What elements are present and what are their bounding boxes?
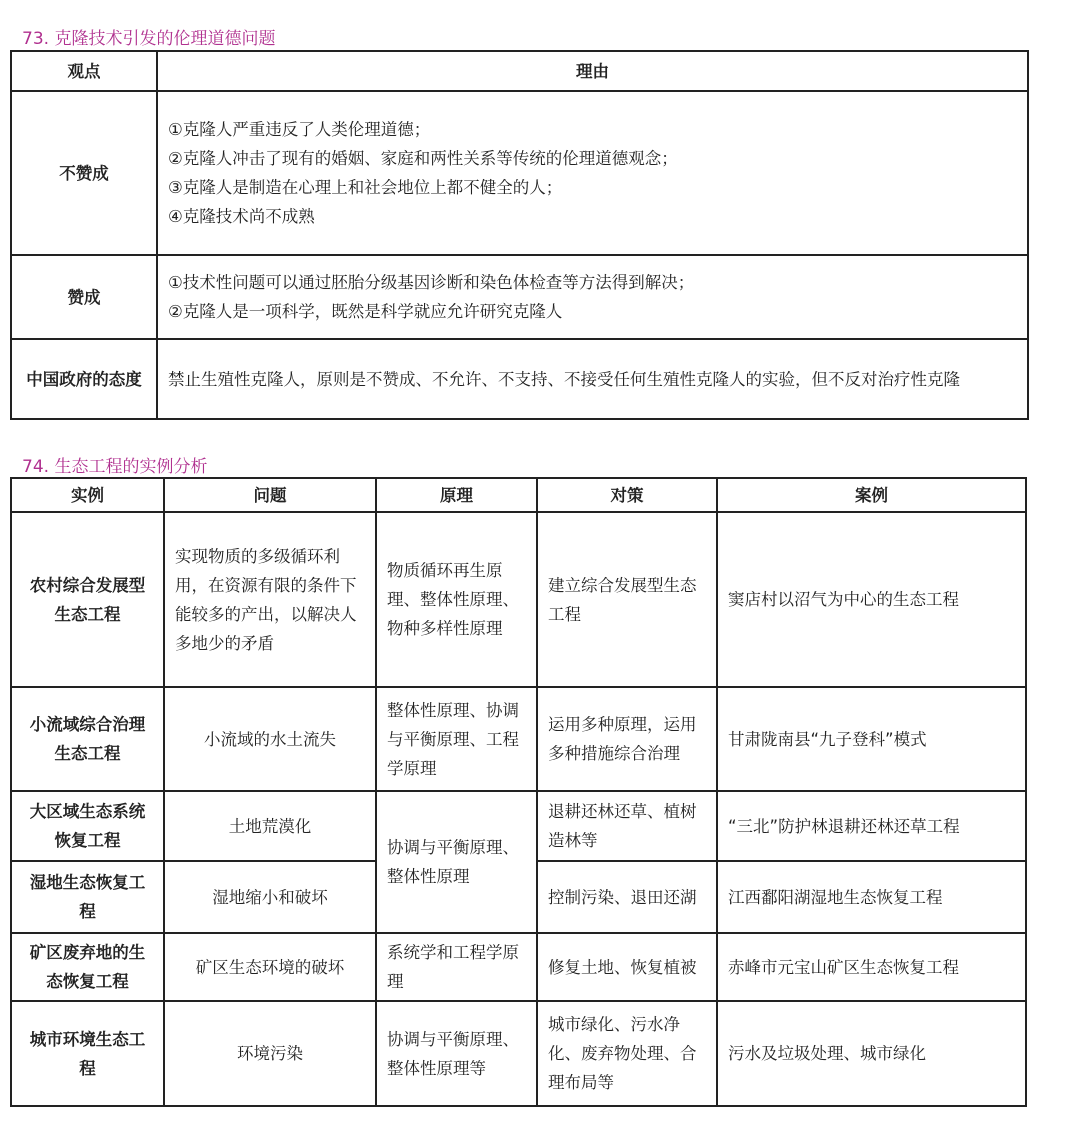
reason-cell <box>157 255 1028 339</box>
view-cell: 赞成 <box>11 255 157 339</box>
measure-cell: 运用多种原理，运用多种措施综合治理 <box>537 687 717 791</box>
case-cell: 窦店村以沼气为中心的生态工程 <box>717 512 1026 687</box>
reason-line: ②克隆人冲击了现有的婚姻、家庭和两性关系等传统的伦理道德观念； <box>168 149 678 168</box>
problem-cell: 土地荒漠化 <box>164 791 376 861</box>
table-row <box>11 339 1028 419</box>
header-measure: 对策 <box>537 478 717 512</box>
header-reason: 理由 <box>157 51 1028 91</box>
measure-cell: 退耕还林还草、植树造林等 <box>537 791 717 861</box>
table-row <box>11 255 1028 339</box>
problem-cell: 实现物质的多级循环利用，在资源有限的条件下能较多的产出，以解决人多地少的矛盾 <box>164 512 376 687</box>
measure-cell: 控制污染、退田还湖 <box>537 861 717 933</box>
reason-line: ④克隆技术尚不成熟 <box>168 207 315 226</box>
case-cell: 污水及垃圾处理、城市绿化 <box>717 1001 1026 1106</box>
case-cell: 赤峰市元宝山矿区生态恢复工程 <box>717 933 1026 1001</box>
reason-cell <box>157 91 1028 255</box>
view-cell: 不赞成 <box>11 91 157 255</box>
problem-cell: 环境污染 <box>164 1001 376 1106</box>
ecological-engineering-table <box>10 477 1027 1107</box>
table-row <box>11 91 1028 255</box>
example-cell: 大区域生态系统恢复工程 <box>11 791 164 861</box>
problem-cell: 小流域的水土流失 <box>164 687 376 791</box>
reason-line: ①克隆人严重违反了人类伦理道德； <box>168 120 431 139</box>
table-row <box>11 687 1026 791</box>
header-problem: 问题 <box>164 478 376 512</box>
principle-cell: 协调与平衡原理、整体性原理 <box>376 791 537 933</box>
principle-cell: 物质循环再生原理、整体性原理、物种多样性原理 <box>376 512 537 687</box>
table-row <box>11 791 1026 861</box>
cloning-ethics-table <box>10 50 1029 420</box>
reason-line: ③克隆人是制造在心理上和社会地位上都不健全的人； <box>168 178 563 197</box>
case-cell: “三北”防护林退耕还林还草工程 <box>717 791 1026 861</box>
view-cell: 中国政府的态度 <box>11 339 157 419</box>
principle-cell: 协调与平衡原理、整体性原理等 <box>376 1001 537 1106</box>
principle-cell: 整体性原理、协调与平衡原理、工程学原理 <box>376 687 537 791</box>
case-cell: 甘肃陇南县“九子登科”模式 <box>717 687 1026 791</box>
section-73-title: 73. 克隆技术引发的伦理道德问题 <box>22 29 276 49</box>
reason-line: ②克隆人是一项科学，既然是科学就应允许研究克隆人 <box>168 302 563 321</box>
table-row <box>11 1001 1026 1106</box>
header-principle: 原理 <box>376 478 537 512</box>
reason-line: ①技术性问题可以通过胚胎分级基因诊断和染色体检查等方法得到解决； <box>168 273 695 292</box>
principle-cell: 系统学和工程学原理 <box>376 933 537 1001</box>
reason-cell: 禁止生殖性克隆人，原则是不赞成、不允许、不支持、不接受任何生殖性克隆人的实验，但不反对治疗性克隆 <box>157 339 1028 419</box>
header-example: 实例 <box>11 478 164 512</box>
example-cell: 农村综合发展型生态工程 <box>11 512 164 687</box>
problem-cell: 矿区生态环境的破坏 <box>164 933 376 1001</box>
measure-cell: 建立综合发展型生态工程 <box>537 512 717 687</box>
example-cell: 湿地生态恢复工程 <box>11 861 164 933</box>
header-case: 案例 <box>717 478 1026 512</box>
section-74-title: 74. 生态工程的实例分析 <box>22 457 208 477</box>
example-cell: 城市环境生态工程 <box>11 1001 164 1106</box>
case-cell: 江西鄱阳湖湿地生态恢复工程 <box>717 861 1026 933</box>
header-view: 观点 <box>11 51 157 91</box>
example-cell: 矿区废弃地的生态恢复工程 <box>11 933 164 1001</box>
measure-cell: 城市绿化、污水净化、废弃物处理、合理布局等 <box>537 1001 717 1106</box>
example-cell: 小流域综合治理生态工程 <box>11 687 164 791</box>
table-row <box>11 933 1026 1001</box>
problem-cell: 湿地缩小和破坏 <box>164 861 376 933</box>
measure-cell: 修复土地、恢复植被 <box>537 933 717 1001</box>
table-row <box>11 512 1026 687</box>
